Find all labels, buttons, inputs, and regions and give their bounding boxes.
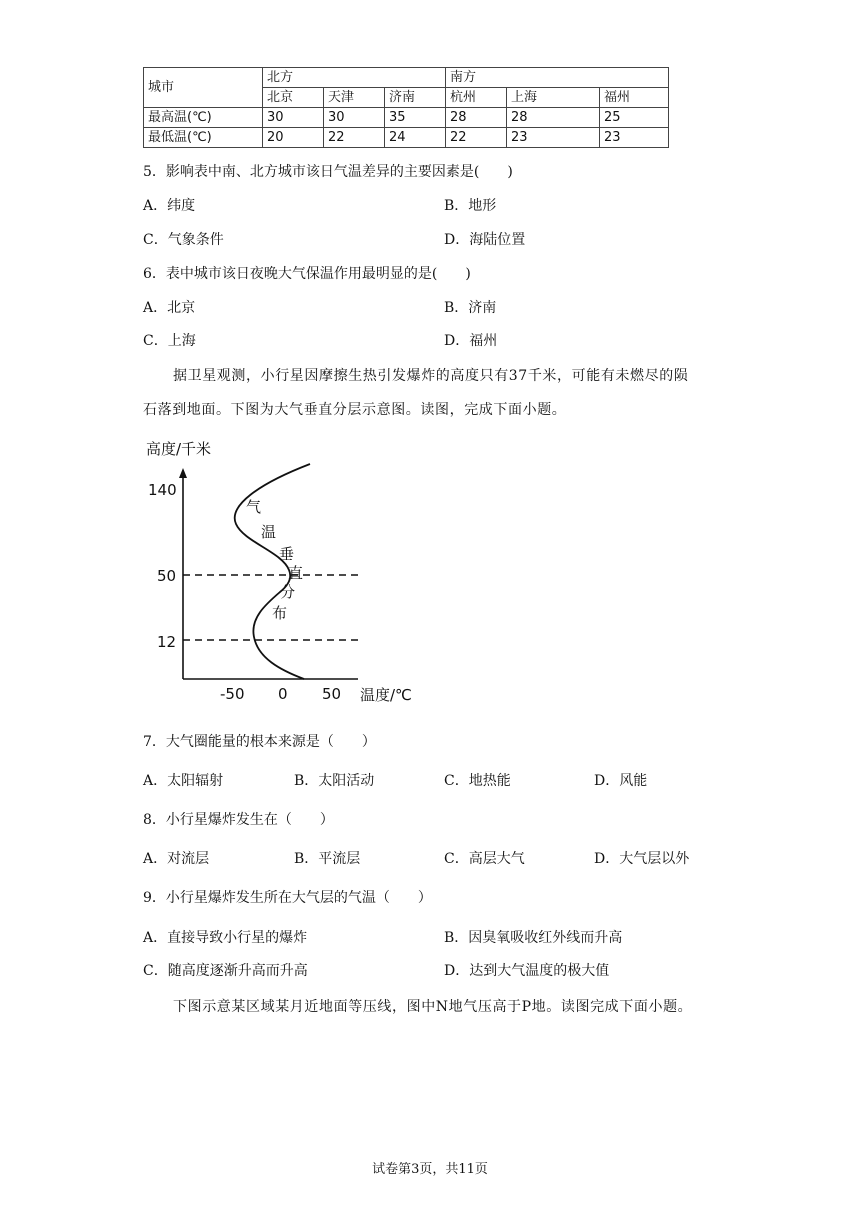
table-cell: 28 bbox=[507, 108, 600, 128]
temperature-table bbox=[143, 67, 669, 148]
y-tick-140: 140 bbox=[148, 481, 177, 499]
question-6-option-c[interactable]: C．上海 bbox=[143, 333, 196, 349]
question-6-option-a[interactable]: A．北京 bbox=[143, 300, 196, 316]
table-cell: 30 bbox=[263, 108, 324, 128]
row-label: 最低温(℃) bbox=[144, 128, 263, 148]
x-axis-label: 温度/℃ bbox=[360, 686, 412, 704]
question-9-option-b[interactable]: B．因臭氧吸收红外线而升高 bbox=[444, 930, 623, 946]
table-cell: 35 bbox=[385, 108, 446, 128]
curve-label-char: 直 bbox=[288, 564, 304, 582]
question-7-option-a[interactable]: A．太阳辐射 bbox=[143, 773, 224, 789]
question-5-stem: 5．影响表中南、北方城市该日气温差异的主要因素是( ) bbox=[143, 164, 513, 180]
y-axis-arrow bbox=[179, 468, 187, 478]
question-8-option-a[interactable]: A．对流层 bbox=[143, 851, 210, 867]
x-tick-50: 50 bbox=[322, 685, 342, 703]
table-cell: 23 bbox=[507, 128, 600, 148]
question-5-option-b[interactable]: B．地形 bbox=[444, 198, 497, 214]
question-6-stem: 6．表中城市该日夜晚大气保温作用最明显的是( ) bbox=[143, 266, 471, 282]
question-8-option-c[interactable]: C．高层大气 bbox=[444, 851, 525, 867]
city-name: 北京 bbox=[263, 88, 324, 108]
question-5-option-d[interactable]: D．海陆位置 bbox=[444, 232, 526, 248]
curve-label-char: 垂 bbox=[279, 545, 295, 563]
passage-line: 据卫星观测，小行星因摩擦生热引发爆炸的高度只有37千米，可能有未燃尽的陨 bbox=[173, 368, 689, 384]
question-7-option-c[interactable]: C．地热能 bbox=[444, 773, 511, 789]
table-cell: 22 bbox=[446, 128, 507, 148]
table-cell: 22 bbox=[324, 128, 385, 148]
passage-2: 下图示意某区域某月近地面等压线，图中N地气压高于P地。读图完成下面小题。 bbox=[173, 999, 693, 1015]
y-tick-12: 12 bbox=[157, 633, 177, 651]
curve-label-char: 温 bbox=[261, 523, 277, 541]
city-name: 福州 bbox=[600, 88, 669, 108]
city-name: 天津 bbox=[324, 88, 385, 108]
y-tick-50: 50 bbox=[157, 567, 177, 585]
atmosphere-temperature-diagram bbox=[140, 432, 440, 707]
question-8-option-b[interactable]: B．平流层 bbox=[294, 851, 361, 867]
question-8-option-d[interactable]: D．大气层以外 bbox=[594, 851, 690, 867]
x-tick-0: 0 bbox=[278, 685, 288, 703]
passage-line: 石落到地面。下图为大气垂直分层示意图。读图，完成下面小题。 bbox=[143, 402, 567, 418]
question-9-option-a[interactable]: A．直接导致小行星的爆炸 bbox=[143, 930, 308, 946]
question-7-option-b[interactable]: B．太阳活动 bbox=[294, 773, 375, 789]
question-9-option-c[interactable]: C．随高度逐渐升高而升高 bbox=[143, 963, 308, 979]
question-6-option-b[interactable]: B．济南 bbox=[444, 300, 497, 316]
table-cell: 23 bbox=[600, 128, 669, 148]
page-footer: 试卷第3页，共11页 bbox=[372, 1162, 488, 1177]
curve-label-char: 分 bbox=[280, 583, 296, 601]
city-name: 济南 bbox=[385, 88, 446, 108]
curve-label-char: 气 bbox=[246, 498, 262, 516]
table-cell: 30 bbox=[324, 108, 385, 128]
table-row bbox=[144, 128, 669, 148]
question-7-option-d[interactable]: D．风能 bbox=[594, 773, 648, 789]
question-5-option-c[interactable]: C．气象条件 bbox=[143, 232, 224, 248]
table-cell: 24 bbox=[385, 128, 446, 148]
question-5-option-a[interactable]: A．纬度 bbox=[143, 198, 196, 214]
question-6-option-d[interactable]: D．福州 bbox=[444, 333, 498, 349]
table-row bbox=[144, 108, 669, 128]
city-name: 杭州 bbox=[446, 88, 507, 108]
north-header: 北方 bbox=[263, 68, 446, 88]
question-8-stem: 8．小行星爆炸发生在（ ） bbox=[143, 812, 334, 828]
city-name: 上海 bbox=[507, 88, 600, 108]
curve-label-char: 布 bbox=[272, 604, 288, 622]
table-cell: 25 bbox=[600, 108, 669, 128]
question-9-stem: 9．小行星爆炸发生所在大气层的气温（ ） bbox=[143, 890, 432, 906]
question-9-option-d[interactable]: D．达到大气温度的极大值 bbox=[444, 963, 610, 979]
table-cell: 28 bbox=[446, 108, 507, 128]
south-header: 南方 bbox=[446, 68, 669, 88]
y-axis-label: 高度/千米 bbox=[146, 440, 212, 458]
question-7-stem: 7．大气圈能量的根本来源是（ ） bbox=[143, 734, 376, 750]
x-tick-minus-50: -50 bbox=[220, 685, 245, 703]
city-header: 城市 bbox=[144, 68, 263, 108]
table-cell: 20 bbox=[263, 128, 324, 148]
row-label: 最高温(℃) bbox=[144, 108, 263, 128]
